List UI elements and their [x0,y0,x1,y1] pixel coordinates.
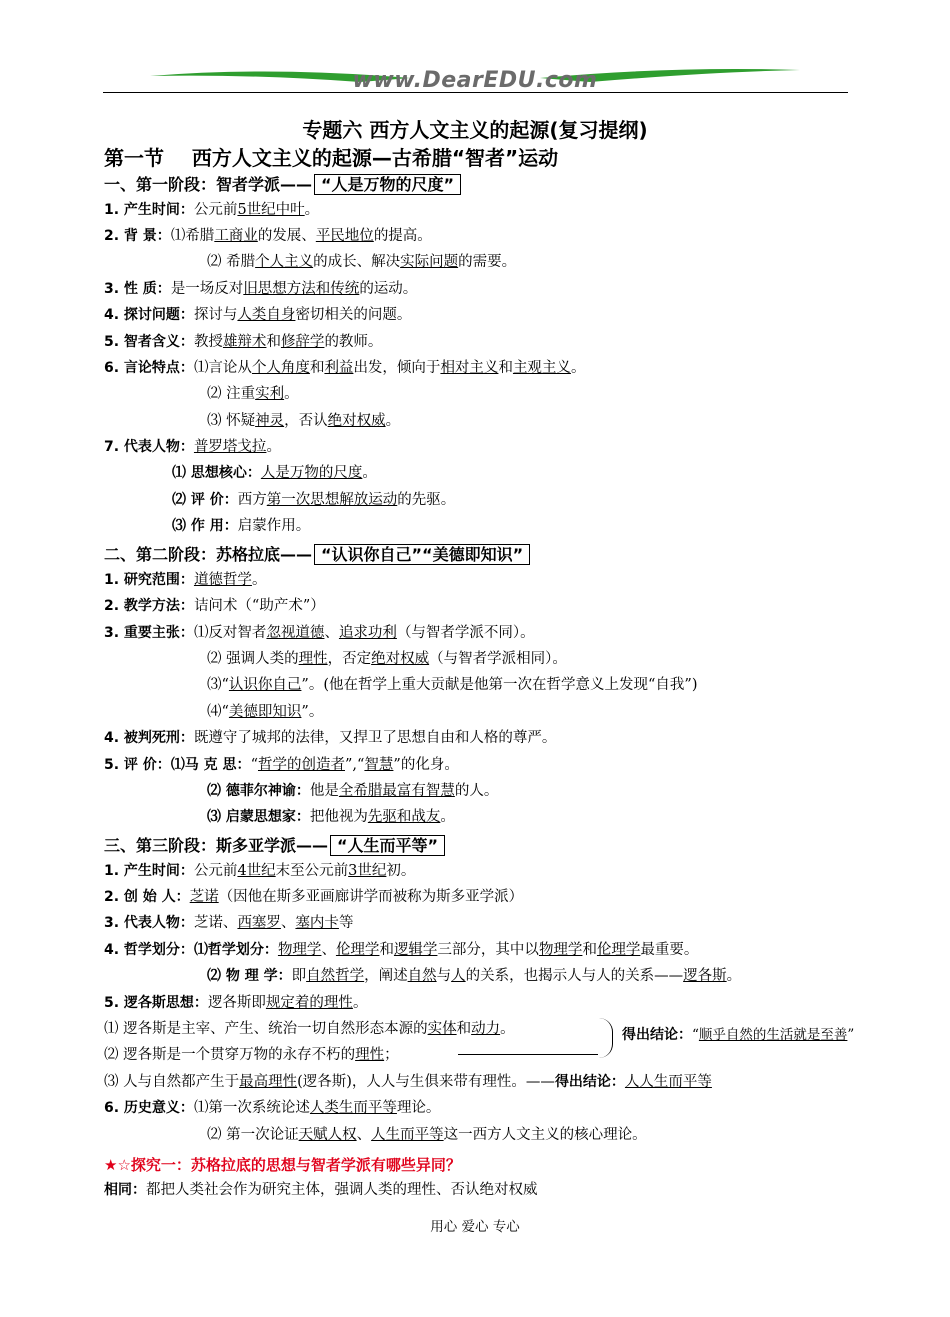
stage1-heading [104,172,461,195]
stage2-line-oracle: ⑵ 德菲尔神谕：他是全希腊最富有智慧的人。 [207,783,499,799]
stage3-line-significance-2: ⑵ 第一次论证天赋人权、人生而平等这一西方人文主义的核心理论。 [207,1127,647,1143]
stage3-line-logos-2: ⑵ 逻各斯是一个贯穿万物的永存不朽的理性； [104,1047,399,1063]
stage2-line-method: 2. 教学方法：诘问术（“助产术”） [104,598,325,614]
logo-text[interactable]: www.DearEDU.com [352,68,598,93]
stage1-line-features-2: ⑵ 注重实利。 [207,386,299,402]
stage3-line-time: 1. 产生时间：公元前4世纪末至公元前3世纪初。 [104,863,416,879]
stage1-motto: “人是万物的尺度” [314,174,461,195]
stage1-line-evaluation: ⑵ 评 价：西方第一次思想解放运动的先驱。 [172,492,456,508]
header-rule [103,92,848,93]
stage3-line-physics: ⑵ 物 理 学：即自然哲学，阐述自然与人的关系，也揭示人与人的关系——逻各斯。 [207,968,742,984]
stage2-line-enlightenment: ⑶ 启蒙思想家：把他视为先驱和战友。 [207,809,455,825]
page-title: 专题六 西方人文主义的起源(复习提纲) [302,118,648,142]
stage1-line-issues: 4. 探讨问题：探讨与人类自身密切相关的问题。 [104,307,412,323]
stage3-line-figures: 3. 代表人物：芝诺、西塞罗、塞内卡等 [104,915,354,931]
stage2-line-scope: 1. 研究范围：道德哲学。 [104,572,267,588]
section-title: 第一节 西方人文主义的起源—古希腊“智者”运动 [104,146,559,170]
stage1-line-role: ⑶ 作 用：启蒙作用。 [172,518,311,534]
stage3-line-logos: 5. 逻各斯思想：逻各斯即规定着的理性。 [104,995,368,1011]
stage2-line-claims-4: ⑷“美德即知识”。 [207,704,324,720]
stage2-line-claims-3: ⑶“认识你自己”。(他在哲学上重大贡献是他第一次在哲学意义上发现“自我”) [207,677,698,693]
stage1-line-figure: 7. 代表人物：普罗塔戈拉。 [104,439,281,455]
stage3-line-division: 4. 哲学划分：⑴哲学划分：物理学、伦理学和逻辑学三部分，其中以物理学和伦理学最重要。 [104,942,699,958]
stage3-heading [104,833,445,856]
stage1-line-features-3: ⑶ 怀疑神灵，否认绝对权威。 [207,413,401,429]
stage1-line-background: 2. 背 景：⑴希腊工商业的发展、平民地位的提高。 [104,228,432,244]
stage2-line-claims: 3. 重要主张：⑴反对智者忽视道德、追求功利（与智者学派不同）。 [104,625,535,641]
stage1-line-background-2: ⑵ 希腊个人主义的成长、解决实际问题的需要。 [207,254,517,270]
stage1-line-meaning: 5. 智者含义：教授雄辩术和修辞学的教师。 [104,334,383,350]
stage2-line-claims-2: ⑵ 强调人类的理性，否定绝对权威（与智者学派相同）。 [207,651,567,667]
stage3-line-significance: 6. 历史意义：⑴第一次系统论述人类生而平等理论。 [104,1100,441,1116]
stage1-line-core: ⑴ 思想核心：人是万物的尺度。 [172,465,377,481]
stage3-line-logos-1: ⑴ 逻各斯是主宰、产生、统治一切自然形态本源的实体和动力。 [104,1021,515,1037]
stage3-motto: “人生而平等” [330,835,445,856]
stage2-heading-text: 二、第二阶段：苏格拉底—— [104,545,313,564]
stage2-line-evaluation: 5. 评 价：⑴马 克 思：“哲学的创造者”,“智慧”的化身。 [104,757,459,773]
explore-heading: ★☆探究一：苏格拉底的思想与智者学派有哪些异同？ [104,1156,461,1174]
stage2-motto: “认识你自己”“美德即知识” [314,544,530,565]
stage1-heading-text: 一、第一阶段：智者学派—— [104,175,313,194]
conclusion-bracket [598,1018,613,1058]
conclusion-note: 得出结论：“顺乎自然的生活就是至善” [622,1027,855,1043]
stage2-line-sentence: 4. 被判死刑：既遵守了城邦的法律，又捍卫了思想自由和人格的尊严。 [104,730,557,746]
stage3-line-logos-3: ⑶ 人与自然都产生于最高理性(逻各斯)，人人与生俱来带有理性。——得出结论：人人生而平等 [104,1074,712,1090]
dearedu-logo [150,64,800,94]
stage3-line-founder: 2. 创 始 人：芝诺（因他在斯多亚画廊讲学而被称为斯多亚学派） [104,889,524,905]
explore-same: 相同：都把人类社会作为研究主体，强调人类的理性、否认绝对权威 [104,1182,538,1198]
stage1-line-features: 6. 言论特点：⑴言论从个人角度和利益出发，倾向于相对主义和主观主义。 [104,360,586,376]
conclusion-connector [458,1054,598,1055]
stage3-heading-text: 三、第三阶段：斯多亚学派—— [104,836,329,855]
page-footer: 用心 爱心 专心 [430,1219,520,1235]
stage1-line-nature: 3. 性 质：是一场反对旧思想方法和传统的运动。 [104,281,418,297]
stage2-heading [104,542,530,565]
stage1-line-time: 1. 产生时间：公元前5世纪中叶。 [104,202,320,218]
